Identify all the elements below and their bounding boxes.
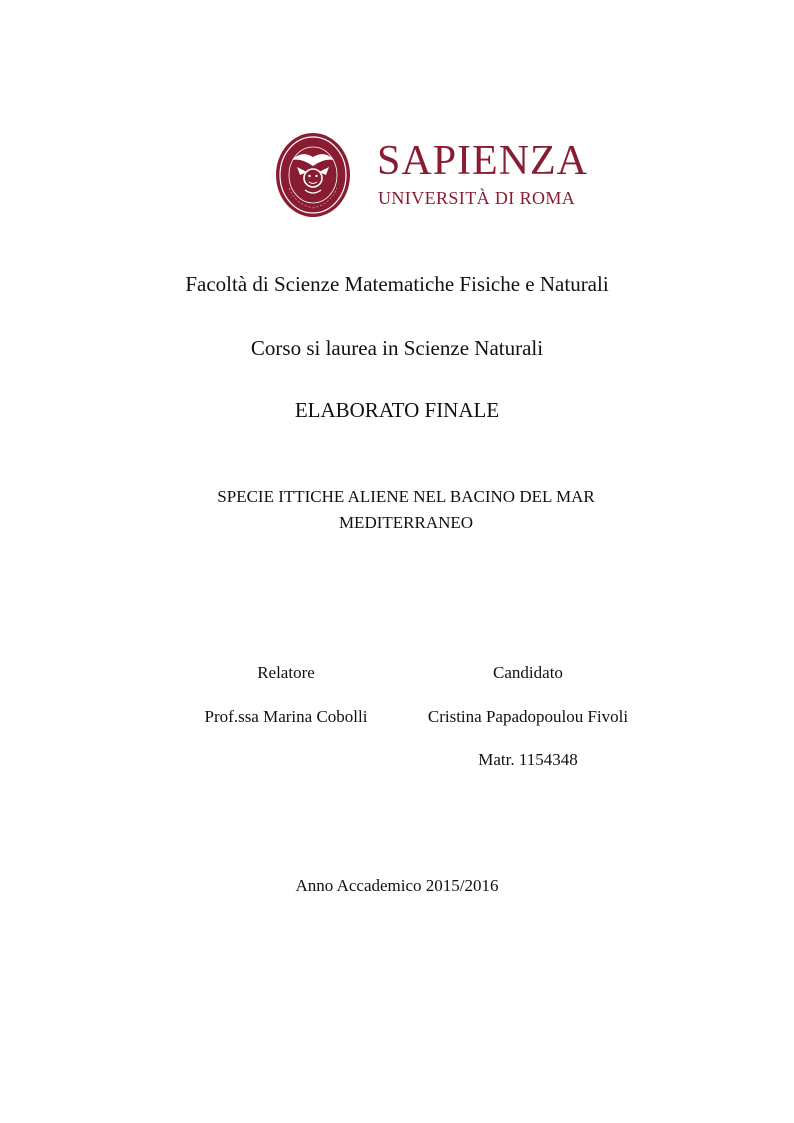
thesis-title-line-1: SPECIE ITTICHE ALIENE NEL BACINO DEL MAR [217, 487, 595, 506]
thesis-title [0, 484, 794, 536]
candidate-name: Cristina Papadopoulou Fivoli [427, 707, 629, 726]
university-logo [275, 132, 589, 222]
candidate-id: Matr. 1154348 [478, 750, 578, 769]
document-type: ELABORATO FINALE [294, 398, 500, 422]
course-name: Corso si laurea in Scienze Naturali [250, 336, 544, 360]
candidate-label: Candidato [493, 663, 563, 682]
supervisor-name: Prof.ssa Marina Cobolli [204, 707, 368, 726]
university-subtitle: UNIVERSITÀ DI ROMA [378, 188, 576, 208]
academic-year: Anno Accademico 2015/2016 [295, 876, 499, 895]
university-name: SAPIENZA [377, 138, 589, 184]
supervisor-label: Relatore [257, 663, 315, 682]
thesis-title-line-2: MEDITERRANEO [338, 513, 474, 532]
faculty-name: Facoltà di Scienze Matematiche Fisiche e Naturali [185, 272, 609, 296]
sapienza-seal-icon [275, 132, 351, 218]
